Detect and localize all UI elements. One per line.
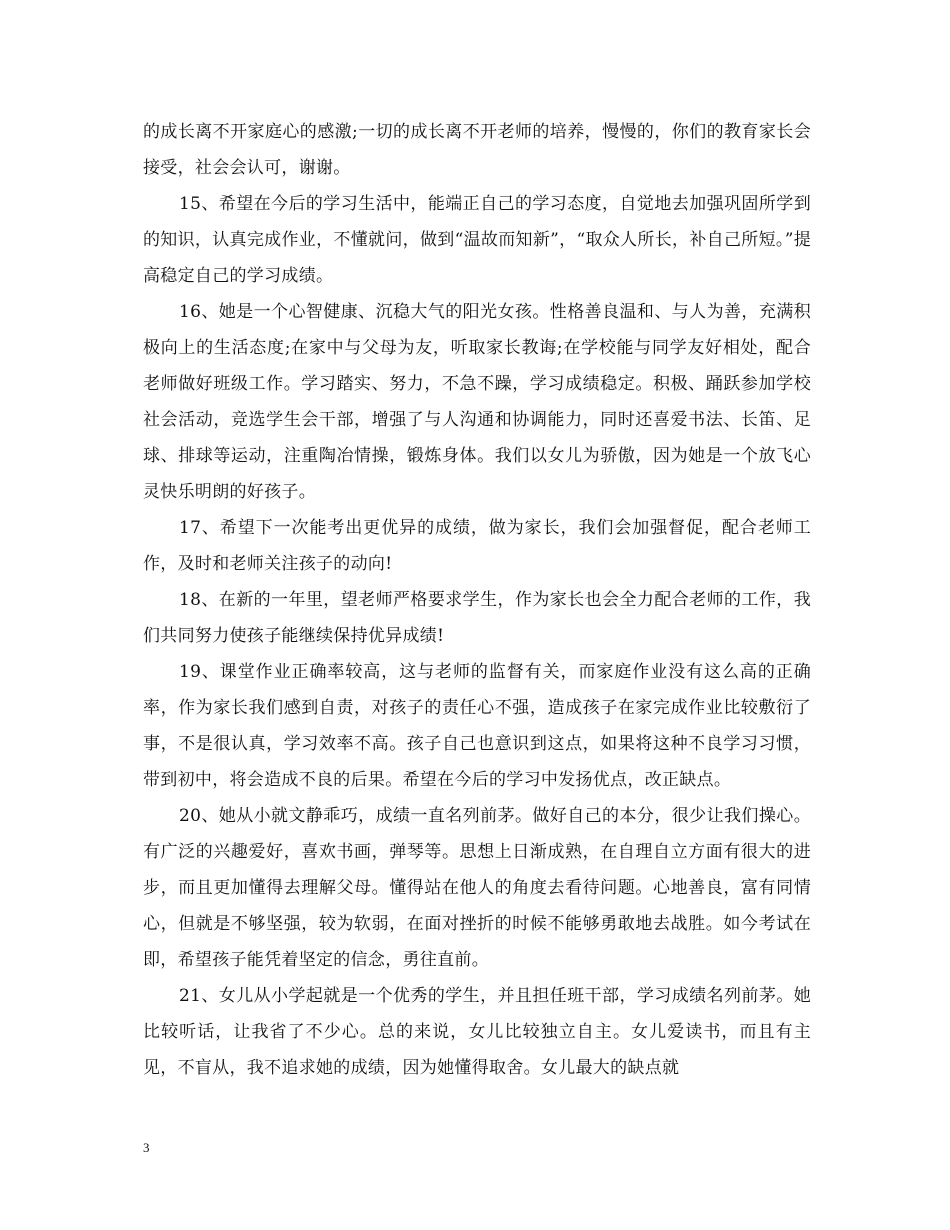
paragraph-15: 15、希望在今后的学习生活中，能端正自己的学习态度，自觉地去加强巩固所学到的知识，认真完成作业，不懂就问，做到“温故而知新”，“取众人所长，补自己所短。”提高稳定自己的学习成绩。 [143, 194, 811, 286]
paragraph-21: 21、女儿从小学起就是一个优秀的学生，并且担任班干部，学习成绩名列前茅。她比较听话，让我省了不少心。总的来说，女儿比较独立自主。女儿爱读书，而且有主见，不盲从，我不追求她的成绩，因为她懂得取舍。女儿最大的缺点就 [143, 986, 811, 1078]
paragraph-16: 16、她是一个心智健康、沉稳大气的阳光女孩。性格善良温和、与人为善，充满积极向上的生活态度;在家中与父母为友，听取家长教诲;在学校能与同学友好相处，配合老师做好班级工作。学习踏实、努力，不急不躁，学习成绩稳定。积极、踊跃参加学校社会活动，竞选学生会干部，增强了与人沟通和协调能力，同时还喜爱书法、长笛、足球、排球等运动，注重陶冶情操，锻炼身体。我们以女儿为骄傲，因为她是一个放飞心灵快乐明朗的好孩子。 [143, 302, 811, 502]
paragraph-17: 17、希望下一次能考出更优异的成绩，做为家长，我们会加强督促，配合老师工作，及时和老师关注孩子的动向! [143, 518, 811, 574]
document-body [143, 114, 811, 1086]
paragraph-continuation: 的成长离不开家庭心的感激;一切的成长离不开老师的培养，慢慢的，你们的教育家长会接受，社会会认可，谢谢。 [143, 122, 811, 178]
paragraph-20: 20、她从小就文静乖巧，成绩一直名列前茅。做好自己的本分，很少让我们操心。有广泛的兴趣爱好，喜欢书画，弹琴等。思想上日渐成熟，在自理自立方面有很大的进步，而且更加懂得去理解父母。懂得站在他人的角度去看待问题。心地善良，富有同情心，但就是不够坚强，较为软弱，在面对挫折的时候不能够勇敢地去战胜。如今考试在即，希望孩子能凭着坚定的信念，勇往直前。 [143, 806, 811, 970]
page-number: 3 [143, 1140, 150, 1155]
paragraph-19: 19、课堂作业正确率较高，这与老师的监督有关，而家庭作业没有这么高的正确率，作为家长我们感到自责，对孩子的责任心不强，造成孩子在家完成作业比较敷衍了事，不是很认真，学习效率不高。孩子自己也意识到这点，如果将这种不良学习习惯，带到初中，将会造成不良的后果。希望在今后的学习中发扬优点，改正缺点。 [143, 662, 811, 790]
paragraph-18: 18、在新的一年里，望老师严格要求学生，作为家长也会全力配合老师的工作，我们共同努力使孩子能继续保持优异成绩! [143, 590, 811, 646]
